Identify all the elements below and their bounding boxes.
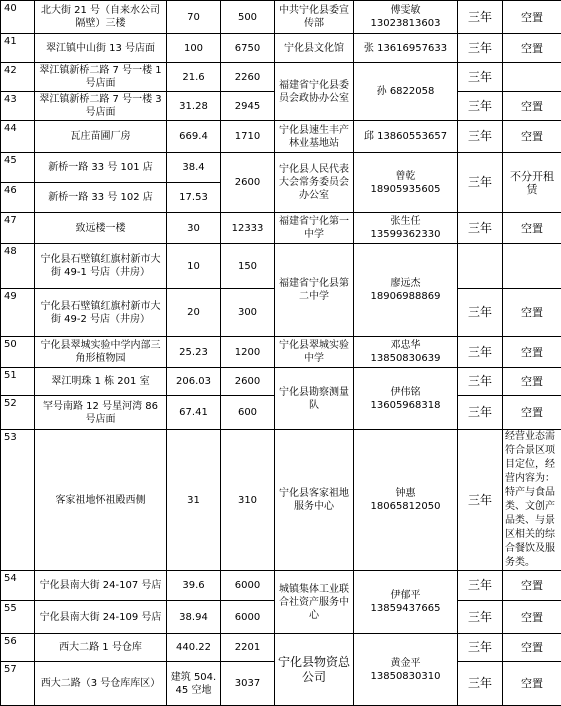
- row-number: 41: [1, 34, 35, 63]
- term-cell: 三年: [458, 396, 503, 430]
- row-number: 43: [1, 92, 35, 121]
- remark-cell: 空置: [503, 1, 561, 34]
- contact-name: 邓忠华: [356, 339, 455, 352]
- row-number: 51: [1, 368, 35, 396]
- term-cell: 三年: [458, 213, 503, 244]
- contact-phone: 13599362330: [356, 228, 455, 241]
- area-cell: 17.53: [167, 183, 221, 213]
- rent-cell: 2600: [221, 153, 275, 213]
- remark-note-cell: 经营业态需符合景区项目定位，经营内容为：特产与食品类、文创产品类、与景区相关的综合餐饮及服务类。: [503, 430, 561, 571]
- table-row: [1, 337, 561, 368]
- contact-phone: 18906988869: [356, 290, 455, 303]
- term-cell: 三年: [458, 662, 503, 706]
- table-row: [1, 571, 561, 601]
- term-cell: 三年: [458, 63, 503, 92]
- address-cell: 西大二路 1 号仓库: [35, 634, 167, 662]
- table-row: [1, 634, 561, 662]
- table-row: [1, 213, 561, 244]
- contact-phone: 18065812050: [356, 500, 455, 513]
- unit-cell: 宁化县客家祖地服务中心: [275, 430, 354, 571]
- rent-cell: 150: [221, 244, 275, 289]
- row-number: 40: [1, 1, 35, 34]
- row-number: 48: [1, 244, 35, 289]
- term-cell: 三年: [458, 430, 503, 571]
- address-cell: 新桥一路 33 号 101 店: [35, 153, 167, 183]
- area-cell: 669.4: [167, 121, 221, 153]
- table-row: [1, 34, 561, 63]
- row-number: 52: [1, 396, 35, 430]
- area-cell: 38.94: [167, 601, 221, 634]
- address-cell: 翠江明珠 1 栋 201 室: [35, 368, 167, 396]
- term-cell: 三年: [458, 337, 503, 368]
- rent-cell: 300: [221, 289, 275, 337]
- area-cell: 70: [167, 1, 221, 34]
- contact-name: 伊郁平: [356, 589, 455, 602]
- address-cell: 宁化县南大街 24-109 号店: [35, 601, 167, 634]
- rent-cell: 6000: [221, 571, 275, 601]
- address-cell: 翠江镇新桥二路 7 号一楼 3 号店面: [35, 92, 167, 121]
- unit-cell: 城镇集体工业联合社资产服务中心: [275, 571, 354, 634]
- table-row: [1, 430, 561, 571]
- remark-cell: 空置: [503, 662, 561, 706]
- row-number: 42: [1, 63, 35, 92]
- rent-cell: 1200: [221, 337, 275, 368]
- contact-phone: 13850830639: [356, 352, 455, 365]
- remark-cell: 空置: [503, 601, 561, 634]
- area-cell: 30: [167, 213, 221, 244]
- remark-cell: 空置: [503, 634, 561, 662]
- address-cell: 翠江镇新桥二路 7 号一楼 1 号店面: [35, 63, 167, 92]
- address-cell: 宁化县石壁镇红旗村新市大街 49-1 号店（井房）: [35, 244, 167, 289]
- row-number: 55: [1, 601, 35, 634]
- table-row: [1, 244, 561, 289]
- contact-cell: 邱 13860553657: [354, 121, 458, 153]
- address-cell: 致远楼一楼: [35, 213, 167, 244]
- address-cell: 新桥一路 33 号 102 店: [35, 183, 167, 213]
- row-number: 45: [1, 153, 35, 183]
- term-cell: 三年: [458, 121, 503, 153]
- area-cell: 31.28: [167, 92, 221, 121]
- row-number: 49: [1, 289, 35, 337]
- term-cell: 三年: [458, 368, 503, 396]
- remark-cell: 不分开租赁: [503, 153, 561, 213]
- contact-cell: 孙 6822058: [354, 63, 458, 121]
- row-number: 53: [1, 430, 35, 571]
- unit-cell: 中共宁化县委宣传部: [275, 1, 354, 34]
- unit-cell: 宁化县物资总公司: [275, 634, 354, 706]
- contact-cell: [354, 1, 458, 34]
- address-cell: 宁化县翠城实验中学内部三角形植物园: [35, 337, 167, 368]
- contact-cell: [354, 368, 458, 430]
- contact-phone: 13850830310: [356, 670, 455, 683]
- rent-cell: 12333: [221, 213, 275, 244]
- unit-cell: 宁化县翠城实验中学: [275, 337, 354, 368]
- remark-cell: [503, 244, 561, 289]
- contact-name: 张生任: [356, 215, 455, 228]
- contact-phone: 13605968318: [356, 399, 455, 412]
- area-cell: 建筑 504.45 空地: [167, 662, 221, 706]
- contact-phone: 18905935605: [356, 183, 455, 196]
- contact-cell: 张 13616957633: [354, 34, 458, 63]
- contact-cell: [354, 213, 458, 244]
- rent-cell: 310: [221, 430, 275, 571]
- table-row: [1, 121, 561, 153]
- contact-cell: [354, 571, 458, 634]
- rent-cell: 2201: [221, 634, 275, 662]
- contact-cell: [354, 244, 458, 337]
- contact-phone: 13859437665: [356, 602, 455, 615]
- area-cell: 20: [167, 289, 221, 337]
- remark-cell: 空置: [503, 289, 561, 337]
- term-cell: 三年: [458, 153, 503, 213]
- contact-phone: 13023813603: [356, 17, 455, 30]
- area-cell: 31: [167, 430, 221, 571]
- unit-cell: 福建省宁化县委员会政协办公室: [275, 63, 354, 121]
- term-cell: 三年: [458, 34, 503, 63]
- rent-cell: 1710: [221, 121, 275, 153]
- area-cell: 10: [167, 244, 221, 289]
- rent-cell: 3037: [221, 662, 275, 706]
- row-number: 57: [1, 662, 35, 706]
- rent-cell: 600: [221, 396, 275, 430]
- row-number: 56: [1, 634, 35, 662]
- rent-cell: 6750: [221, 34, 275, 63]
- rent-cell: 6000: [221, 601, 275, 634]
- row-number: 54: [1, 571, 35, 601]
- remark-cell: 空置: [503, 396, 561, 430]
- table-row: [1, 1, 561, 34]
- address-cell: 宁化县石壁镇红旗村新市大街 49-2 号店（井房）: [35, 289, 167, 337]
- row-number: 46: [1, 183, 35, 213]
- table-row: [1, 63, 561, 92]
- contact-name: 黄金平: [356, 657, 455, 670]
- remark-cell: 空置: [503, 121, 561, 153]
- unit-cell: 宁化县速生丰产林业基地站: [275, 121, 354, 153]
- area-cell: 100: [167, 34, 221, 63]
- remark-cell: 空置: [503, 92, 561, 121]
- contact-name: 钟惠: [356, 487, 455, 500]
- rent-cell: 2600: [221, 368, 275, 396]
- contact-cell: [354, 430, 458, 571]
- term-cell: 三年: [458, 1, 503, 34]
- area-cell: 25.23: [167, 337, 221, 368]
- address-cell: 西大二路（3 号仓库库区）: [35, 662, 167, 706]
- area-cell: 21.6: [167, 63, 221, 92]
- area-cell: 38.4: [167, 153, 221, 183]
- unit-cell: 宁化县人民代表大会常务委员会办公室: [275, 153, 354, 213]
- term-cell: [458, 244, 503, 289]
- remark-cell: 空置: [503, 571, 561, 601]
- rent-cell: 2260: [221, 63, 275, 92]
- address-cell: 瓦庄苗圃厂房: [35, 121, 167, 153]
- unit-cell: 福建省宁化第一中学: [275, 213, 354, 244]
- contact-cell: [354, 634, 458, 706]
- contact-name: 伊伟铭: [356, 386, 455, 399]
- contact-name: 傅雯敏: [356, 4, 455, 17]
- contact-name: 廖远杰: [356, 277, 455, 290]
- contact-cell: [354, 337, 458, 368]
- address-cell: 宁化县南大街 24-107 号店: [35, 571, 167, 601]
- remark-cell: 空置: [503, 337, 561, 368]
- unit-cell: 福建省宁化县第二中学: [275, 244, 354, 337]
- term-cell: 三年: [458, 92, 503, 121]
- address-cell: 客家祖地怀祖殿西侧: [35, 430, 167, 571]
- unit-cell: 宁化县文化馆: [275, 34, 354, 63]
- row-number: 44: [1, 121, 35, 153]
- area-cell: 440.22: [167, 634, 221, 662]
- unit-cell: 宁化县勘察测量队: [275, 368, 354, 430]
- remark-cell: 空置: [503, 213, 561, 244]
- address-cell: 翠江镇中山街 13 号店面: [35, 34, 167, 63]
- remark-cell: [503, 63, 561, 92]
- area-cell: 39.6: [167, 571, 221, 601]
- term-cell: 三年: [458, 571, 503, 601]
- address-cell: 北大街 21 号（自来水公司隔壁）三楼: [35, 1, 167, 34]
- contact-name: 曾乾: [356, 170, 455, 183]
- rent-cell: 2945: [221, 92, 275, 121]
- remark-cell: 空置: [503, 368, 561, 396]
- row-number: 50: [1, 337, 35, 368]
- term-cell: 三年: [458, 634, 503, 662]
- term-cell: 三年: [458, 289, 503, 337]
- remark-cell: 空置: [503, 34, 561, 63]
- table-row: [1, 368, 561, 396]
- rent-cell: 500: [221, 1, 275, 34]
- term-cell: 三年: [458, 601, 503, 634]
- table-row: [1, 153, 561, 183]
- area-cell: 67.41: [167, 396, 221, 430]
- row-number: 47: [1, 213, 35, 244]
- area-cell: 206.03: [167, 368, 221, 396]
- address-cell: 罕号南路 12 号星河湾 86 号店面: [35, 396, 167, 430]
- contact-cell: [354, 153, 458, 213]
